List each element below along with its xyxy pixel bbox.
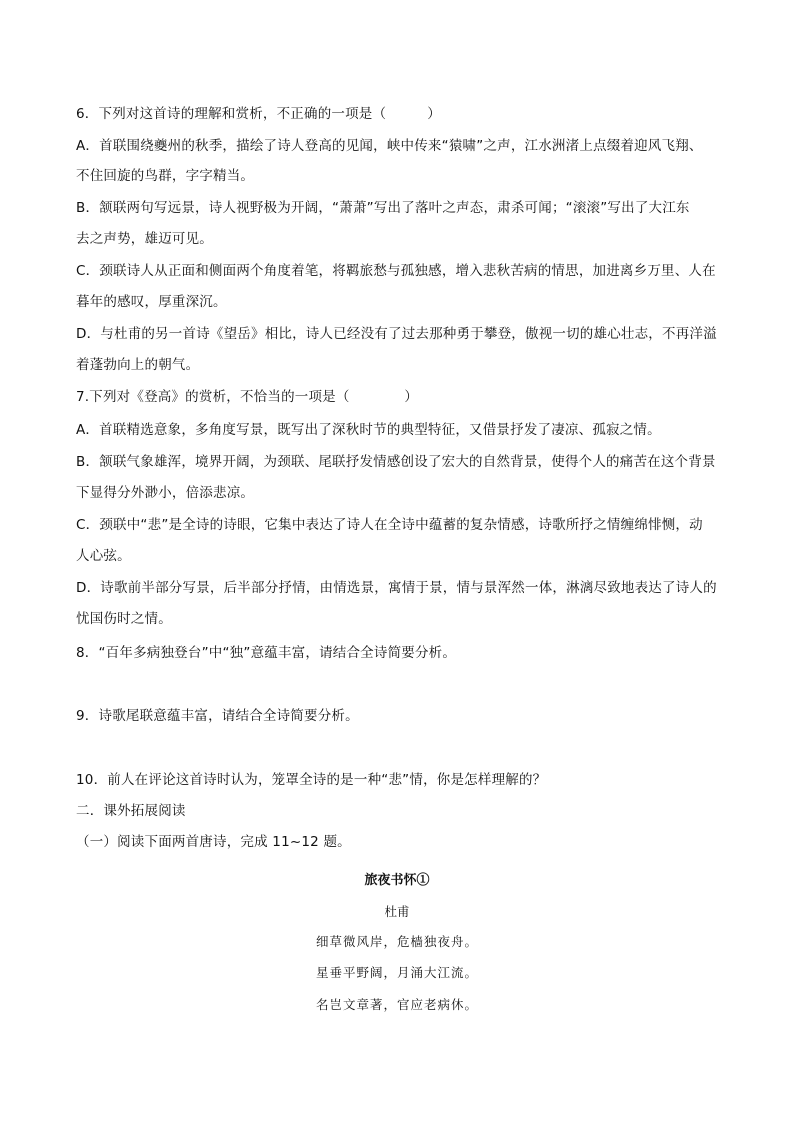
question-6-option-c-cont: 暮年的感叹，厚重深沉。 bbox=[76, 294, 227, 310]
question-6-option-a: A．首联围绕夔州的秋季，描绘了诗人登高的见闻，峡中传来“猿啸”之声，江水洲渚上点缀着迎风飞翔、 bbox=[76, 138, 703, 154]
question-6-stem: 6．下列对这首诗的理解和赏析，不正确的一项是（ ） bbox=[76, 106, 441, 122]
question-7-option-c: C．颈联中“悲”是全诗的诗眼，它集中表达了诗人在全诗中蕴蓄的复杂情感，诗歌所抒之情缠绵悱恻，动 bbox=[76, 517, 703, 533]
question-7-option-c-cont: 人心弦。 bbox=[76, 548, 131, 564]
question-6-option-a-cont: 不住回旋的鸟群，字字精当。 bbox=[76, 168, 255, 184]
question-7-option-b: B．颔联气象雄浑，境界开阔，为颈联、尾联抒发情感创设了宏大的自然背景，使得个人的痛苦在这个背景 bbox=[76, 454, 716, 470]
section-instructions: （一）阅读下面两首唐诗，完成 11~12 题。 bbox=[76, 834, 351, 850]
question-6-option-d: D．与杜甫的另一首诗《望岳》相比，诗人已经没有了过去那种勇于攀登，傲视一切的雄心壮志，不再洋溢 bbox=[76, 326, 717, 342]
question-6-option-b: B．颔联两句写远景，诗人视野极为开阔，“萧萧”写出了落叶之声态，肃杀可闻；“滚滚”写出了大江东 bbox=[76, 200, 690, 216]
question-6-option-b-cont: 去之声势，雄迈可见。 bbox=[76, 231, 213, 247]
question-7-option-d: D．诗歌前半部分写景，后半部分抒情，由情选景，寓情于景，情与景浑然一体，淋漓尽致地表达了诗人的 bbox=[76, 580, 717, 596]
poem-author: 杜甫 bbox=[384, 904, 410, 919]
question-7-option-a: A．首联精选意象，多角度写景，既写出了深秋时节的典型特征，又借景抒发了凄凉、孤寂之情。 bbox=[76, 422, 661, 438]
question-7-option-b-cont: 下显得分外渺小，倍添悲凉。 bbox=[76, 485, 255, 501]
question-10: 10．前人在评论这首诗时认为，笼罩全诗的是一种“悲”情，你是怎样理解的？ bbox=[76, 772, 547, 788]
poem-line: 名岂文章著，官应老病休。 bbox=[315, 997, 478, 1012]
poem-line: 细草微风岸，危樯独夜舟。 bbox=[315, 934, 478, 949]
question-8: 8．“百年多病独登台”中“独”意蕴丰富，请结合全诗简要分析。 bbox=[76, 645, 457, 661]
section-heading: 二．课外拓展阅读 bbox=[76, 803, 186, 819]
question-6-option-c: C．颈联诗人从正面和侧面两个角度着笔，将羁旅愁与孤独感，增入悲秋苦病的情思，加进离乡万里、人在 bbox=[76, 263, 716, 279]
poem-line: 星垂平野阔，月涌大江流。 bbox=[315, 965, 478, 980]
poem-title: 旅夜书怀① bbox=[364, 873, 430, 888]
question-7-option-d-cont: 忧国伤时之情。 bbox=[76, 611, 172, 627]
question-6-option-d-cont: 着蓬勃向上的朝气。 bbox=[76, 357, 200, 373]
question-7-stem: 7.下列对《登高》的赏析，不恰当的一项是（ ） bbox=[76, 389, 419, 405]
question-9: 9．诗歌尾联意蕴丰富，请结合全诗简要分析。 bbox=[76, 708, 359, 724]
